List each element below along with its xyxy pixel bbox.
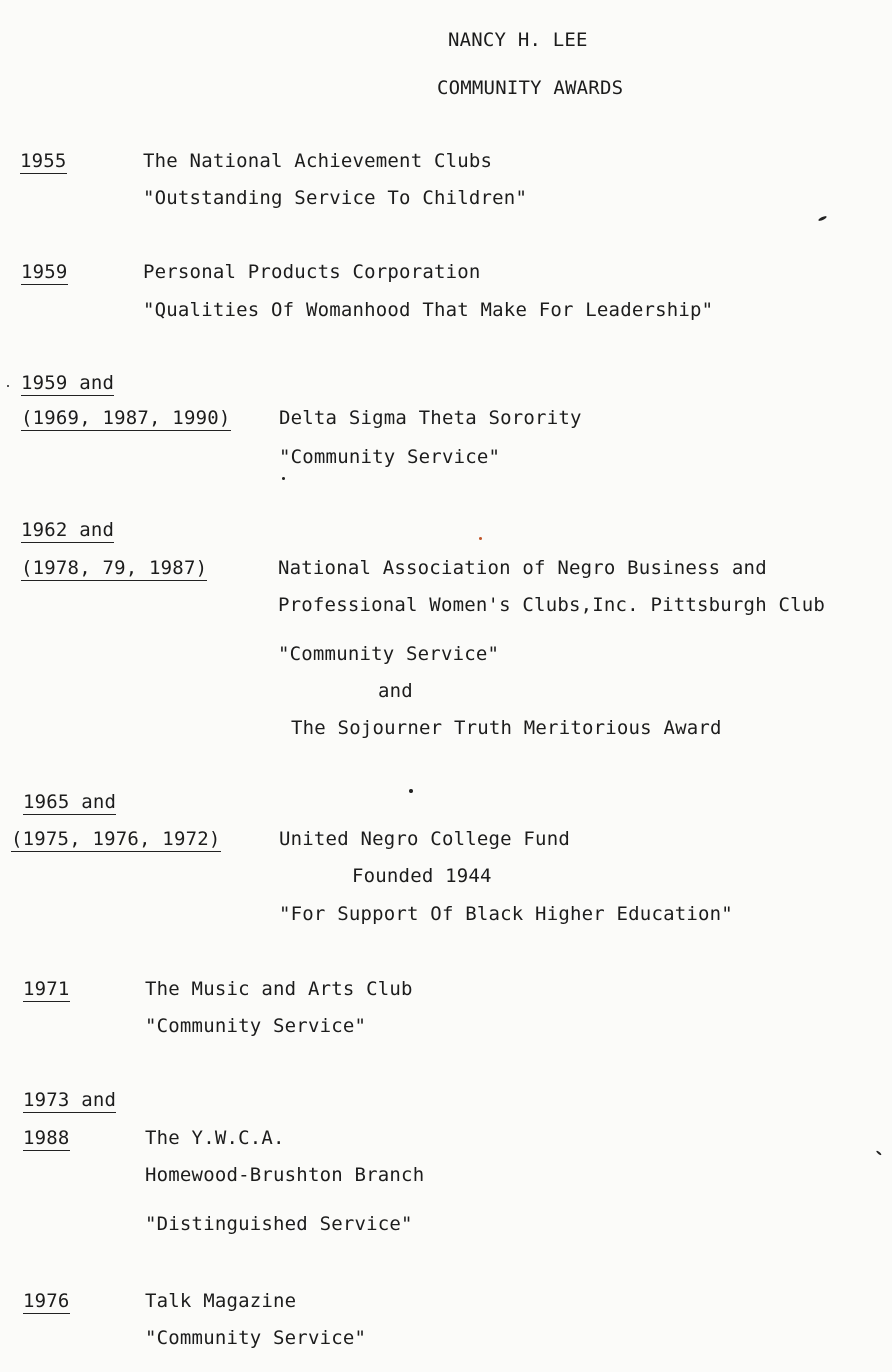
year-label: (1969, 1987, 1990) xyxy=(21,407,231,429)
award-org: The Music and Arts Club xyxy=(145,978,413,1000)
award-org-detail: Founded 1944 xyxy=(352,865,492,887)
year-label: 1962 and xyxy=(21,519,115,541)
award-citation-2: The Sojourner Truth Meritorious Award xyxy=(291,717,722,739)
year-label: 1965 and xyxy=(23,791,117,813)
page-title: COMMUNITY AWARDS xyxy=(437,77,624,99)
award-citation: "Community Service" xyxy=(278,643,500,665)
award-org: The Y.W.C.A. xyxy=(145,1127,285,1149)
year-label: (1978, 79, 1987) xyxy=(21,557,208,579)
ink-speck xyxy=(479,537,482,540)
ink-mark xyxy=(876,1150,882,1155)
award-org: Personal Products Corporation xyxy=(143,261,481,283)
year-label: 1971 xyxy=(23,978,70,1000)
award-year xyxy=(23,1088,116,1112)
award-citation: "For Support Of Black Higher Education" xyxy=(279,903,733,925)
year-label: 1959 and xyxy=(21,372,115,394)
award-year xyxy=(23,977,70,1001)
ink-speck xyxy=(282,477,285,480)
award-year xyxy=(21,260,68,284)
award-year xyxy=(23,790,116,814)
award-year xyxy=(20,149,67,173)
award-org: United Negro College Fund xyxy=(279,828,570,850)
award-year xyxy=(23,1289,70,1313)
award-citation: "Community Service" xyxy=(145,1015,367,1037)
award-org: Talk Magazine xyxy=(145,1290,297,1312)
year-label: 1988 xyxy=(23,1127,70,1149)
year-label: 1973 and xyxy=(23,1089,117,1111)
year-label: (1975, 1976, 1972) xyxy=(11,828,221,850)
award-conjunction: and xyxy=(378,680,413,702)
award-citation: "Distinguished Service" xyxy=(145,1213,413,1235)
person-name: NANCY H. LEE xyxy=(448,29,588,51)
award-citation: "Community Service" xyxy=(145,1327,367,1349)
award-citation: "Qualities Of Womanhood That Make For Leadership" xyxy=(143,299,714,321)
award-year-extra xyxy=(11,827,221,851)
award-citation: "Outstanding Service To Children" xyxy=(143,187,528,209)
award-year-extra xyxy=(23,1126,70,1150)
award-org: National Association of Negro Business and xyxy=(278,557,767,579)
award-year xyxy=(21,371,114,395)
award-year-extra xyxy=(21,406,231,430)
ink-speck xyxy=(409,789,413,793)
year-label: 1955 xyxy=(20,150,67,172)
ink-mark xyxy=(818,215,827,222)
year-label: 1976 xyxy=(23,1290,70,1312)
year-label: 1959 xyxy=(21,261,68,283)
award-citation: "Community Service" xyxy=(279,446,501,468)
ink-speck xyxy=(7,385,9,387)
award-org: Delta Sigma Theta Sorority xyxy=(279,407,582,429)
award-year-extra xyxy=(21,556,207,580)
award-year xyxy=(21,518,114,542)
award-org: The National Achievement Clubs xyxy=(143,150,493,172)
award-org-branch: Homewood-Brushton Branch xyxy=(145,1164,425,1186)
award-org-cont: Professional Women's Clubs,Inc. Pittsburgh Club xyxy=(278,594,826,616)
